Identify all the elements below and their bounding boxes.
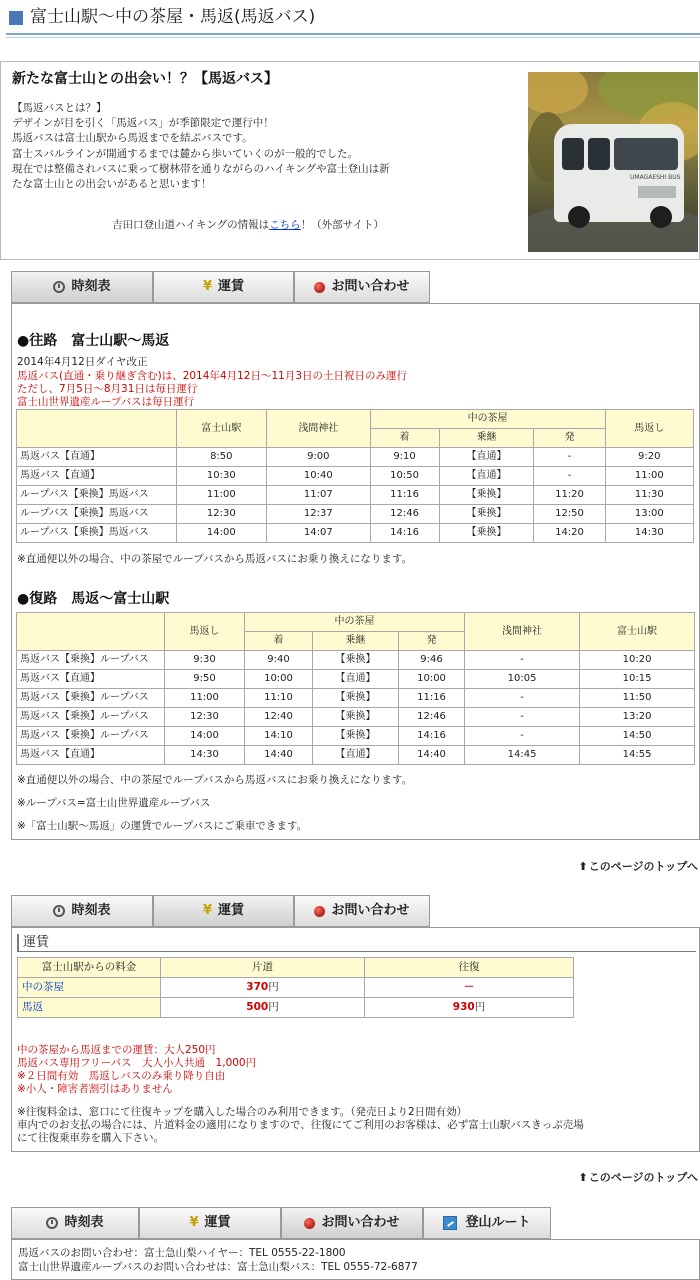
- intro-line: 現在では整備されバスに乗って樹林帯を通りながらのハイキングや富士登山は新: [12, 162, 390, 175]
- contact-line: 富士山世界遺産ループバスのお問い合わせは：富士急山梨バス：TEL 0555-72-6877: [18, 1261, 418, 1273]
- outbound-heading: ●往路 富士山駅〜馬返: [17, 333, 170, 349]
- time-cell: 9:10: [370, 448, 439, 467]
- time-cell: 11:30: [605, 486, 693, 505]
- time-cell: 9:20: [605, 448, 693, 467]
- time-cell: 10:40: [267, 467, 370, 486]
- fare-value: 500: [246, 1001, 269, 1014]
- clock-icon: [53, 905, 65, 917]
- tab-contact[interactable]: お問い合わせ: [294, 271, 430, 302]
- column-header: 中の茶屋: [245, 613, 465, 632]
- table-row: 馬返 500円 930円: [18, 998, 574, 1018]
- clock-icon: [53, 281, 65, 293]
- time-cell: 10:05: [465, 670, 580, 689]
- time-cell: -: [465, 651, 580, 670]
- page-title-text: 富士山駅〜中の茶屋・馬返(馬返バス): [30, 7, 316, 27]
- fare-note: 車内でのお支払の場合には、片道料金の適用になりますので、往復にてご利用のお客様は、必ず富士山駅バスきっぷ売場: [17, 1119, 584, 1131]
- time-cell: 【直通】: [313, 670, 399, 689]
- title-divider: [6, 33, 700, 35]
- yen-icon: ¥: [189, 1215, 199, 1231]
- time-cell: -: [534, 448, 605, 467]
- tab-bar-fare: [11, 895, 430, 927]
- table-row: 中の茶屋 370円 －: [18, 978, 574, 998]
- red-dot-icon: [304, 1218, 315, 1229]
- tab-bar-timetable: [11, 271, 430, 303]
- intro-line: 【馬返バスとは？】: [12, 102, 107, 114]
- service-note: 富士山世界遺産ループバスは毎日運行: [17, 396, 195, 408]
- time-cell: 【乗換】: [439, 505, 534, 524]
- inbound-table: [16, 612, 695, 765]
- time-cell: 12:30: [176, 505, 267, 524]
- table-row: [17, 486, 694, 505]
- table-row: [17, 651, 695, 670]
- table-row: [17, 727, 695, 746]
- time-cell: 14:40: [399, 746, 465, 765]
- route-label-cell: 馬返バス【乗換】ループバス: [17, 727, 165, 746]
- time-cell: 14:40: [245, 746, 313, 765]
- service-note: 馬返バス(直通・乗り継ぎ含む)は、2014年4月12日〜11月3日の土日祝日のみ運行: [17, 370, 407, 382]
- fare-note: ※往復料金は、窓口にて往復キップを購入した場合のみ利用できます。（発売日より2日間有効）: [17, 1106, 468, 1118]
- header-blank: [17, 410, 177, 448]
- time-cell: 9:00: [267, 448, 370, 467]
- time-cell: 【直通】: [439, 448, 534, 467]
- sub-header: 着: [245, 632, 313, 651]
- tab-timetable[interactable]: 時刻表: [11, 271, 153, 302]
- time-cell: 12:50: [534, 505, 605, 524]
- inbound-footnote: ※直通便以外の場合、中の茶屋でループバスから馬返バスにお乗り換えになります。: [17, 774, 413, 786]
- time-cell: 12:46: [370, 505, 439, 524]
- tab-bar-contact: [11, 1207, 551, 1239]
- column-header: 富士山駅: [176, 410, 267, 448]
- time-cell: 14:20: [534, 524, 605, 543]
- fare-value: 930: [452, 1001, 475, 1014]
- time-cell: 9:46: [399, 651, 465, 670]
- time-cell: 11:10: [245, 689, 313, 708]
- outbound-table: [16, 409, 694, 543]
- route-label-cell: 馬返バス【直通】: [17, 467, 177, 486]
- intro-line: 富士スバルラインが開通するまでは麓から歩いていくのが一般的でした。: [12, 147, 359, 160]
- time-cell: 14:30: [605, 524, 693, 543]
- time-cell: 14:10: [245, 727, 313, 746]
- tab-fare[interactable]: ¥ 運賃: [139, 1207, 281, 1238]
- intro-heading: 新たな富士山との出会い！？【馬返バス】: [12, 71, 278, 87]
- table-row: [17, 505, 694, 524]
- clock-icon: [46, 1217, 58, 1229]
- to-top-link[interactable]: ⬆このページのトップへ: [578, 860, 698, 873]
- to-top-link[interactable]: ⬆このページのトップへ: [578, 1171, 698, 1184]
- fare-note: 馬返バス専用フリーパス 大人小人共通 1,000円: [17, 1057, 257, 1069]
- column-header: 往復: [365, 958, 574, 978]
- tab-contact[interactable]: お問い合わせ: [294, 895, 430, 926]
- time-cell: 14:16: [370, 524, 439, 543]
- time-cell: 9:30: [165, 651, 245, 670]
- yen-icon: ¥: [202, 279, 213, 295]
- route-label-cell: 馬返バス【乗換】ループバス: [17, 708, 165, 727]
- red-dot-icon: [314, 906, 325, 917]
- time-cell: 14:16: [399, 727, 465, 746]
- title-square-icon: [9, 11, 23, 25]
- page-title: [6, 4, 696, 32]
- time-cell: 11:50: [580, 689, 695, 708]
- fare-heading: 運賃: [17, 934, 696, 952]
- time-cell: 11:16: [399, 689, 465, 708]
- fare-table: [17, 957, 574, 1018]
- bus-photo: [528, 72, 698, 252]
- time-cell: 【乗換】: [313, 651, 399, 670]
- time-cell: 11:16: [370, 486, 439, 505]
- time-cell: -: [465, 708, 580, 727]
- time-cell: 9:40: [245, 651, 313, 670]
- destination-link[interactable]: 馬返: [22, 1001, 43, 1014]
- destination-link[interactable]: 中の茶屋: [22, 981, 64, 994]
- table-row: [17, 448, 694, 467]
- column-header: 馬返し: [165, 613, 245, 651]
- header-blank: [17, 613, 165, 651]
- red-dot-icon: [314, 282, 325, 293]
- column-header: 馬返し: [605, 410, 693, 448]
- time-cell: 【直通】: [313, 746, 399, 765]
- table-row: [17, 746, 695, 765]
- route-label-cell: ループバス【乗換】馬返バス: [17, 524, 177, 543]
- time-cell: 11:07: [267, 486, 370, 505]
- table-row: [17, 670, 695, 689]
- inbound-footnote: ※「富士山駅〜馬返」の運賃でループバスにご乗車できます。: [17, 820, 308, 832]
- column-header: 浅間神社: [465, 613, 580, 651]
- table-row: [17, 524, 694, 543]
- fare-value: －: [463, 981, 475, 994]
- tab-timetable[interactable]: 時刻表: [11, 895, 153, 926]
- time-cell: 【乗換】: [439, 486, 534, 505]
- time-cell: -: [465, 689, 580, 708]
- time-cell: 8:50: [176, 448, 267, 467]
- intro-box: [0, 61, 700, 260]
- up-arrow-icon: ⬆: [578, 860, 588, 873]
- yen-icon: ¥: [202, 903, 213, 919]
- time-cell: 14:50: [580, 727, 695, 746]
- fare-note: にて往復乗車券を購入下さい。: [17, 1132, 164, 1144]
- intro-body: [12, 101, 462, 192]
- contact-line: 馬返バスのお問い合わせ：富士急山梨ハイヤー：TEL 0555-22-1800: [18, 1247, 346, 1259]
- route-label-cell: 馬返バス【直通】: [17, 746, 165, 765]
- time-cell: 14:55: [580, 746, 695, 765]
- column-header: 浅間神社: [267, 410, 370, 448]
- column-header: 中の茶屋: [370, 410, 605, 429]
- up-arrow-icon: ⬆: [578, 1171, 588, 1184]
- inbound-footnote: ※ループバス=富士山世界遺産ループバス: [17, 797, 211, 809]
- tab-contact[interactable]: お問い合わせ: [281, 1207, 423, 1238]
- time-cell: 10:20: [580, 651, 695, 670]
- column-header: 片道: [161, 958, 365, 978]
- route-label-cell: ループバス【乗換】馬返バス: [17, 505, 177, 524]
- time-cell: 14:00: [176, 524, 267, 543]
- intro-line: デザインが目を引く「馬返バス」が季節限定で運行中！: [12, 117, 274, 130]
- outbound-footnote: ※直通便以外の場合、中の茶屋でループバスから馬返バスにお乗り換えになります。: [17, 553, 413, 565]
- time-cell: 11:00: [165, 689, 245, 708]
- time-cell: 14:00: [165, 727, 245, 746]
- table-row: [17, 467, 694, 486]
- time-cell: 10:15: [580, 670, 695, 689]
- route-label-cell: ループバス【乗換】馬返バス: [17, 486, 177, 505]
- column-header: 富士山駅からの料金: [18, 958, 161, 978]
- fare-note: ※小人・障害者割引はありません: [17, 1083, 173, 1095]
- time-cell: 9:50: [165, 670, 245, 689]
- column-header: 富士山駅: [580, 613, 695, 651]
- route-label-cell: 馬返バス【直通】: [17, 448, 177, 467]
- fare-note: ※２日間有効 馬返しバスのみ乗り降り自由: [17, 1070, 226, 1082]
- time-cell: -: [465, 727, 580, 746]
- route-label-cell: 馬返バス【乗換】ループバス: [17, 651, 165, 670]
- time-cell: 10:00: [399, 670, 465, 689]
- sub-header: 発: [399, 632, 465, 651]
- tab-fare[interactable]: ¥ 運賃: [153, 271, 294, 302]
- sub-header: 乗継: [313, 632, 399, 651]
- sub-header: 着: [370, 429, 439, 448]
- time-cell: 13:00: [605, 505, 693, 524]
- intro-line: たな富士山との出会いがあると思います！: [12, 178, 212, 191]
- time-cell: 【乗換】: [439, 524, 534, 543]
- fare-note: 中の茶屋から馬返までの運賃：大人250円: [17, 1044, 216, 1056]
- time-cell: 10:30: [176, 467, 267, 486]
- time-cell: 12:30: [165, 708, 245, 727]
- time-cell: 14:45: [465, 746, 580, 765]
- tab-climbing-route[interactable]: 登山ルート: [423, 1207, 551, 1238]
- external-info: 吉田口登山道ハイキングの情報はこちら！（外部サイト）: [112, 219, 384, 231]
- route-map-icon: [443, 1216, 457, 1230]
- time-cell: 11:20: [534, 486, 605, 505]
- time-cell: 11:00: [605, 467, 693, 486]
- inbound-heading: ●復路 馬返〜富士山駅: [17, 591, 170, 607]
- time-cell: 13:20: [580, 708, 695, 727]
- bus-logo-text: UMAGAESHI BUS: [630, 174, 681, 181]
- time-cell: -: [534, 467, 605, 486]
- time-cell: 【直通】: [439, 467, 534, 486]
- time-cell: 11:00: [176, 486, 267, 505]
- time-cell: 【乗換】: [313, 708, 399, 727]
- fare-value: 370: [246, 981, 269, 994]
- time-cell: 10:00: [245, 670, 313, 689]
- time-cell: 12:37: [267, 505, 370, 524]
- intro-line: 馬返バスは富士山駅から馬返までを結ぶバスです。: [12, 132, 253, 145]
- time-cell: 14:30: [165, 746, 245, 765]
- time-cell: 【乗換】: [313, 727, 399, 746]
- sub-header: 乗継: [439, 429, 534, 448]
- table-row: [17, 708, 695, 727]
- route-label-cell: 馬返バス【乗換】ループバス: [17, 689, 165, 708]
- tab-timetable[interactable]: 時刻表: [11, 1207, 139, 1238]
- time-cell: 【乗換】: [313, 689, 399, 708]
- service-note: ただし、7月5日〜8月31日は毎日運行: [17, 383, 198, 395]
- bus-image: [554, 124, 684, 222]
- route-label-cell: 馬返バス【直通】: [17, 670, 165, 689]
- external-site-link[interactable]: こちら: [269, 219, 301, 231]
- time-cell: 14:07: [267, 524, 370, 543]
- title-divider-thin: [6, 37, 700, 38]
- time-cell: 12:40: [245, 708, 313, 727]
- table-row: [17, 689, 695, 708]
- revision-note: 2014年4月12日ダイヤ改正: [17, 356, 148, 368]
- tab-fare[interactable]: ¥ 運賃: [153, 895, 294, 926]
- time-cell: 10:50: [370, 467, 439, 486]
- sub-header: 発: [534, 429, 605, 448]
- time-cell: 12:46: [399, 708, 465, 727]
